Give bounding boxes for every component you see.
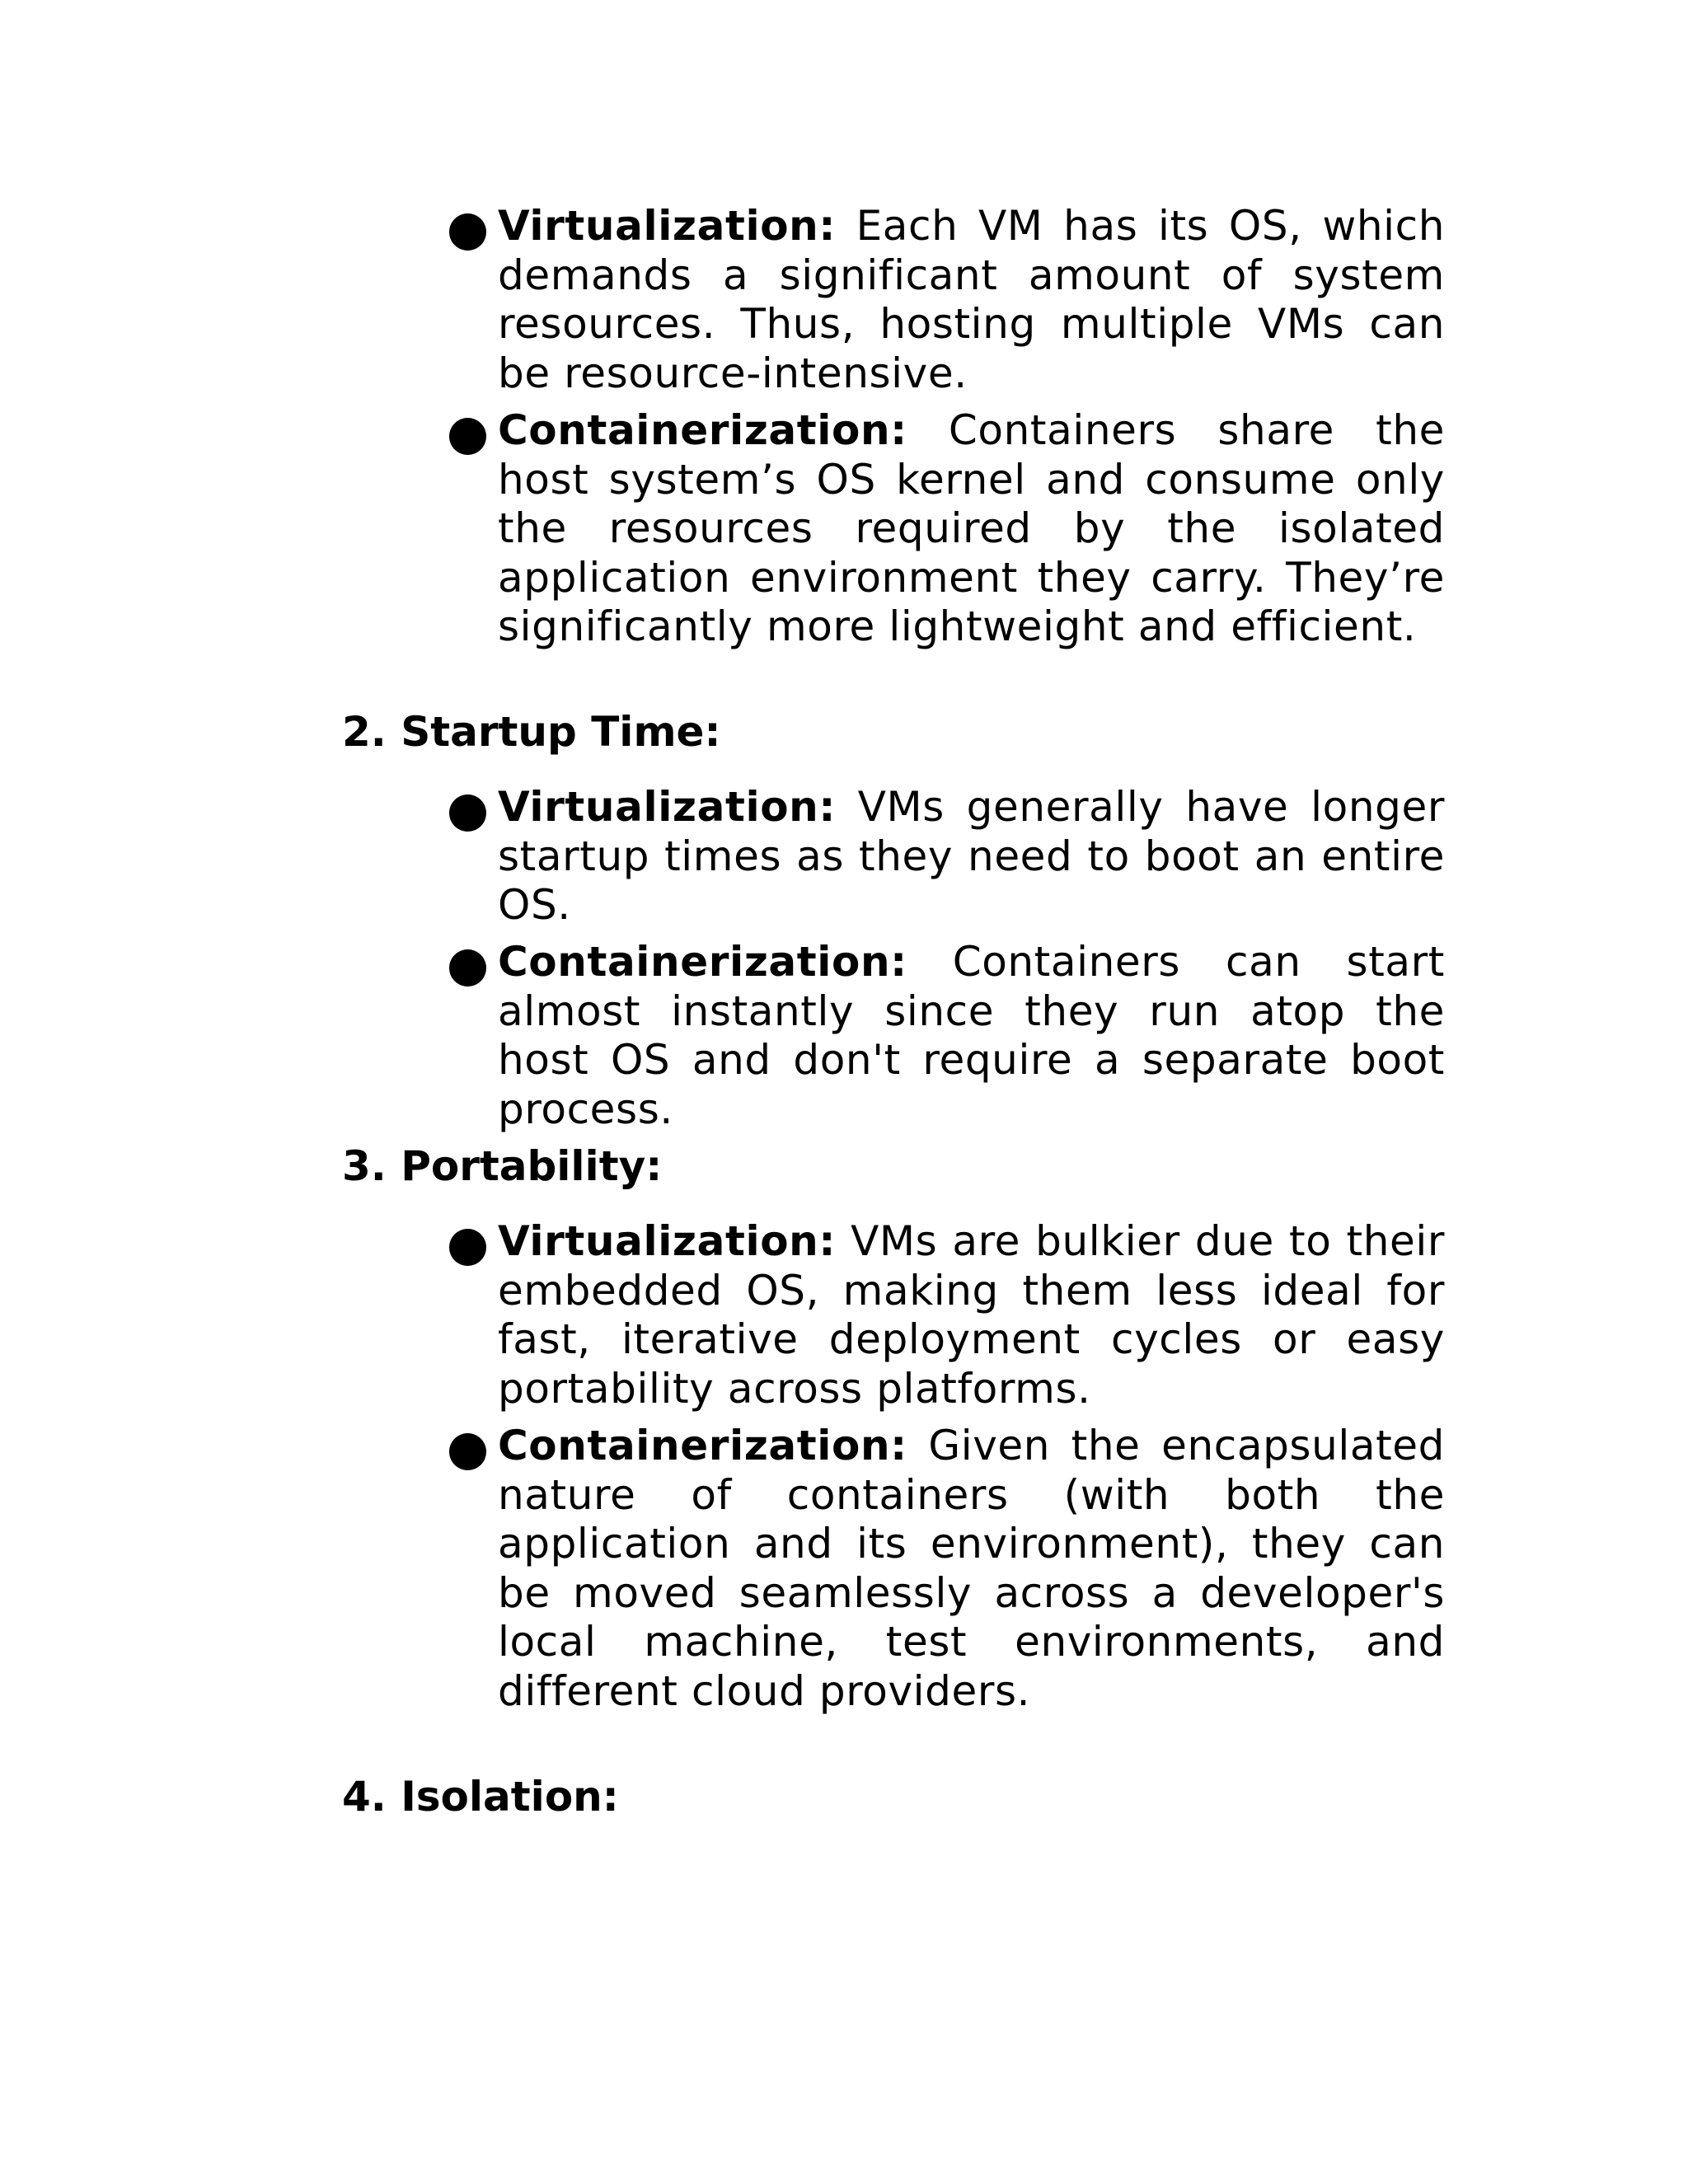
bullet-icon [448, 783, 489, 824]
list-item-label: Containerization: [498, 1422, 907, 1469]
list-item-label: Virtualization: [498, 202, 836, 250]
list-item-body: Containers can start almost instantly since they run atop the host OS and don't require a separate boot process. [498, 938, 1445, 1133]
bullet-icon [448, 1217, 489, 1258]
list-item-body: Containers share the host system’s OS kernel and consume only the resources required by the isolated application environment they carry. They’re significantly more lightweight and efficient. [498, 406, 1445, 650]
list-item-body: VMs are bulkier due to their embedded OS, making them less ideal for fast, iterative deployment cycles or easy portability across platforms. [498, 1217, 1445, 1413]
list-item-body: Given the encapsulated nature of containers (with both the application and its environment), they can be moved seamlessly across a developer's local machine, test environments, and different cloud providers. [498, 1422, 1445, 1715]
bullet-icon [448, 406, 489, 448]
bullet-icon [448, 202, 489, 243]
list-item-text [498, 1217, 1445, 1413]
list-item-body: Each VM has its OS, which demands a significant amount of system resources. Thus, hosting multiple VMs can be resource-intensive. [498, 202, 1445, 397]
bullet-icon [448, 1422, 489, 1463]
list-item-label: Virtualization: [498, 783, 836, 831]
list-item-text [498, 406, 1445, 652]
list-item-label: Virtualization: [498, 1217, 836, 1265]
list-item-text [498, 202, 1445, 398]
list-item-text [498, 938, 1445, 1134]
list-item-label: Containerization: [498, 406, 907, 454]
list-item-text [498, 783, 1445, 930]
section-heading-portability: 3. Portability: [342, 1142, 663, 1190]
list-item-label: Containerization: [498, 938, 907, 986]
section-heading-isolation: 4. Isolation: [342, 1773, 619, 1821]
list-item-body: VMs generally have longer startup times as they need to boot an entire OS. [498, 783, 1445, 929]
list-item-text [498, 1422, 1445, 1716]
bullet-icon [448, 938, 489, 979]
section-heading-startup-time: 2. Startup Time: [342, 708, 721, 756]
